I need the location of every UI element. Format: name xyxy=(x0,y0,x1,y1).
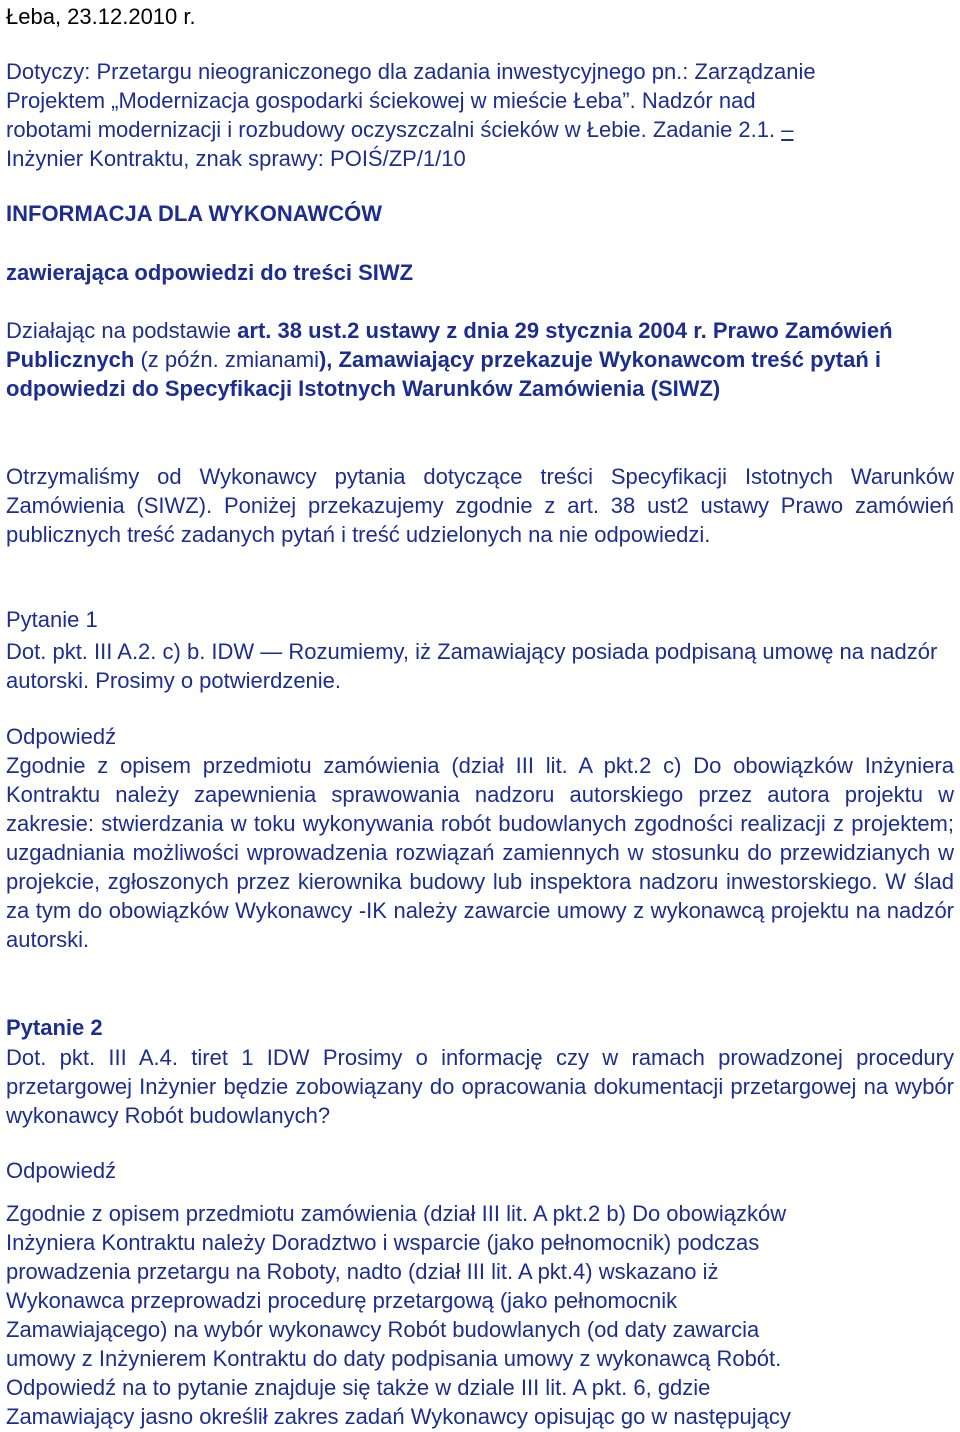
subject-line-3-text: robotami modernizacji i rozbudowy oczyszczalni ścieków w Łebie. Zadanie 2.1. xyxy=(6,117,782,142)
document-subheading: zawierająca odpowiedzi do treści SIWZ xyxy=(6,260,414,285)
answer-2-text xyxy=(6,1199,954,1431)
intro-part-1: Działając na podstawie xyxy=(6,318,238,343)
answer-2-line: Inżyniera Kontraktu należy Doradztwo i wsparcie (jako pełnomocnik) podczas xyxy=(6,1230,760,1255)
intro-paragraph xyxy=(6,316,954,403)
question-1-text: Dot. pkt. III A.2. c) b. IDW — Rozumiemy, iż Zamawiający posiada podpisaną umowę na nadzór autorski. Prosimy o potwierdzenie. xyxy=(6,639,938,693)
answer-1-text: Zgodnie z opisem przedmiotu zamówienia (dział III lit. A pkt.2 c) Do obowiązków Inżyniera Kontraktu należy zapewnienia sprawowania nadzoru autorskiego przez autora projektu w zakresie: stwierdzania w toku wykonywania robót budowlanych zgodności realizacji z projektem; uzgadniania możliwości wprowadzenia rozwiązań zamiennych w stosunku do przewidzianych w projekcie, zgłoszonych przez kierownika budowy lub inspektora nadzoru inwestorskiego. W ślad za tym do obowiązków Wykonawcy -IK należy zawarcie umowy z wykonawcą projektu na nadzór autorski. xyxy=(6,753,954,952)
answer-2-line: Odpowiedź na to pytanie znajduje się także w dziale III lit. A pkt. 6, gdzie xyxy=(6,1375,711,1400)
question-1-title: Pytanie 1 xyxy=(6,607,98,632)
intro-part-4: ), Zamawiający przekazuje Wykonawcom treść pytań i odpowiedzi do Specyfikacji Istotnych Warunków Zamówienia (SIWZ) xyxy=(6,347,882,401)
subject-line-2: Projektem „Modernizacja gospodarki ściekowej w mieście Łeba”. Nadzór nad xyxy=(6,88,756,113)
subject-dash: – xyxy=(781,117,794,142)
document-heading: INFORMACJA DLA WYKONAWCÓW xyxy=(6,201,382,226)
answer-2-line: Zamawiający jasno określił zakres zadań Wykonawcy opisując go w następujący xyxy=(6,1404,791,1429)
subject-line-1: Dotyczy: Przetargu nieograniczonego dla zadania inwestycyjnego pn.: Zarządzanie xyxy=(6,59,816,84)
answer-1-title: Odpowiedź xyxy=(6,724,117,749)
intro-part-3: (z późn. zmianami xyxy=(134,347,319,372)
received-paragraph: Otrzymaliśmy od Wykonawcy pytania dotyczące treści Specyfikacji Istotnych Warunków Zamówienia (SIWZ). Poniżej przekazujemy zgodnie z art. 38 ust2 ustawy Prawo zamówień publicznych treść zadanych pytań i treść udzielonych na nie odpowiedzi. xyxy=(6,464,954,547)
answer-2-line: Zgodnie z opisem przedmiotu zamówienia (dział III lit. A pkt.2 b) Do obowiązków xyxy=(6,1201,787,1226)
date-line: Łeba, 23.12.2010 r. xyxy=(6,4,196,29)
answer-2-line: prowadzenia przetargu na Roboty, nadto (dział III lit. A pkt.4) wskazano iż xyxy=(6,1259,719,1284)
subject-block xyxy=(6,57,954,173)
answer-2-line: Wykonawca przeprowadzi procedurę przetargową (jako pełnomocnik xyxy=(6,1288,678,1313)
answer-2-line: Zamawiającego) na wybór wykonawcy Robót budowlanych (od daty zawarcia xyxy=(6,1317,760,1342)
question-2-text: Dot. pkt. III A.4. tiret 1 IDW Prosimy o informację czy w ramach prowadzonej procedury przetargowej Inżynier będzie zobowiązany do opracowania dokumentacji przetargowej na wybór wykonawcy Robót budowlanych? xyxy=(6,1045,954,1128)
answer-2-title: Odpowiedź xyxy=(6,1158,117,1183)
question-2-title: Pytanie 2 xyxy=(6,1015,103,1040)
answer-2-line: umowy z Inżynierem Kontraktu do daty podpisania umowy z wykonawcą Robót. xyxy=(6,1346,782,1371)
intro-part-2: art. 38 ust.2 ustawy z dnia 29 stycznia 2004 r. Prawo Zamówień Publicznych xyxy=(6,318,893,372)
subject-line-4: Inżynier Kontraktu, znak sprawy: POIŚ/ZP/1/10 xyxy=(6,146,466,171)
subject-line-3 xyxy=(6,115,954,144)
